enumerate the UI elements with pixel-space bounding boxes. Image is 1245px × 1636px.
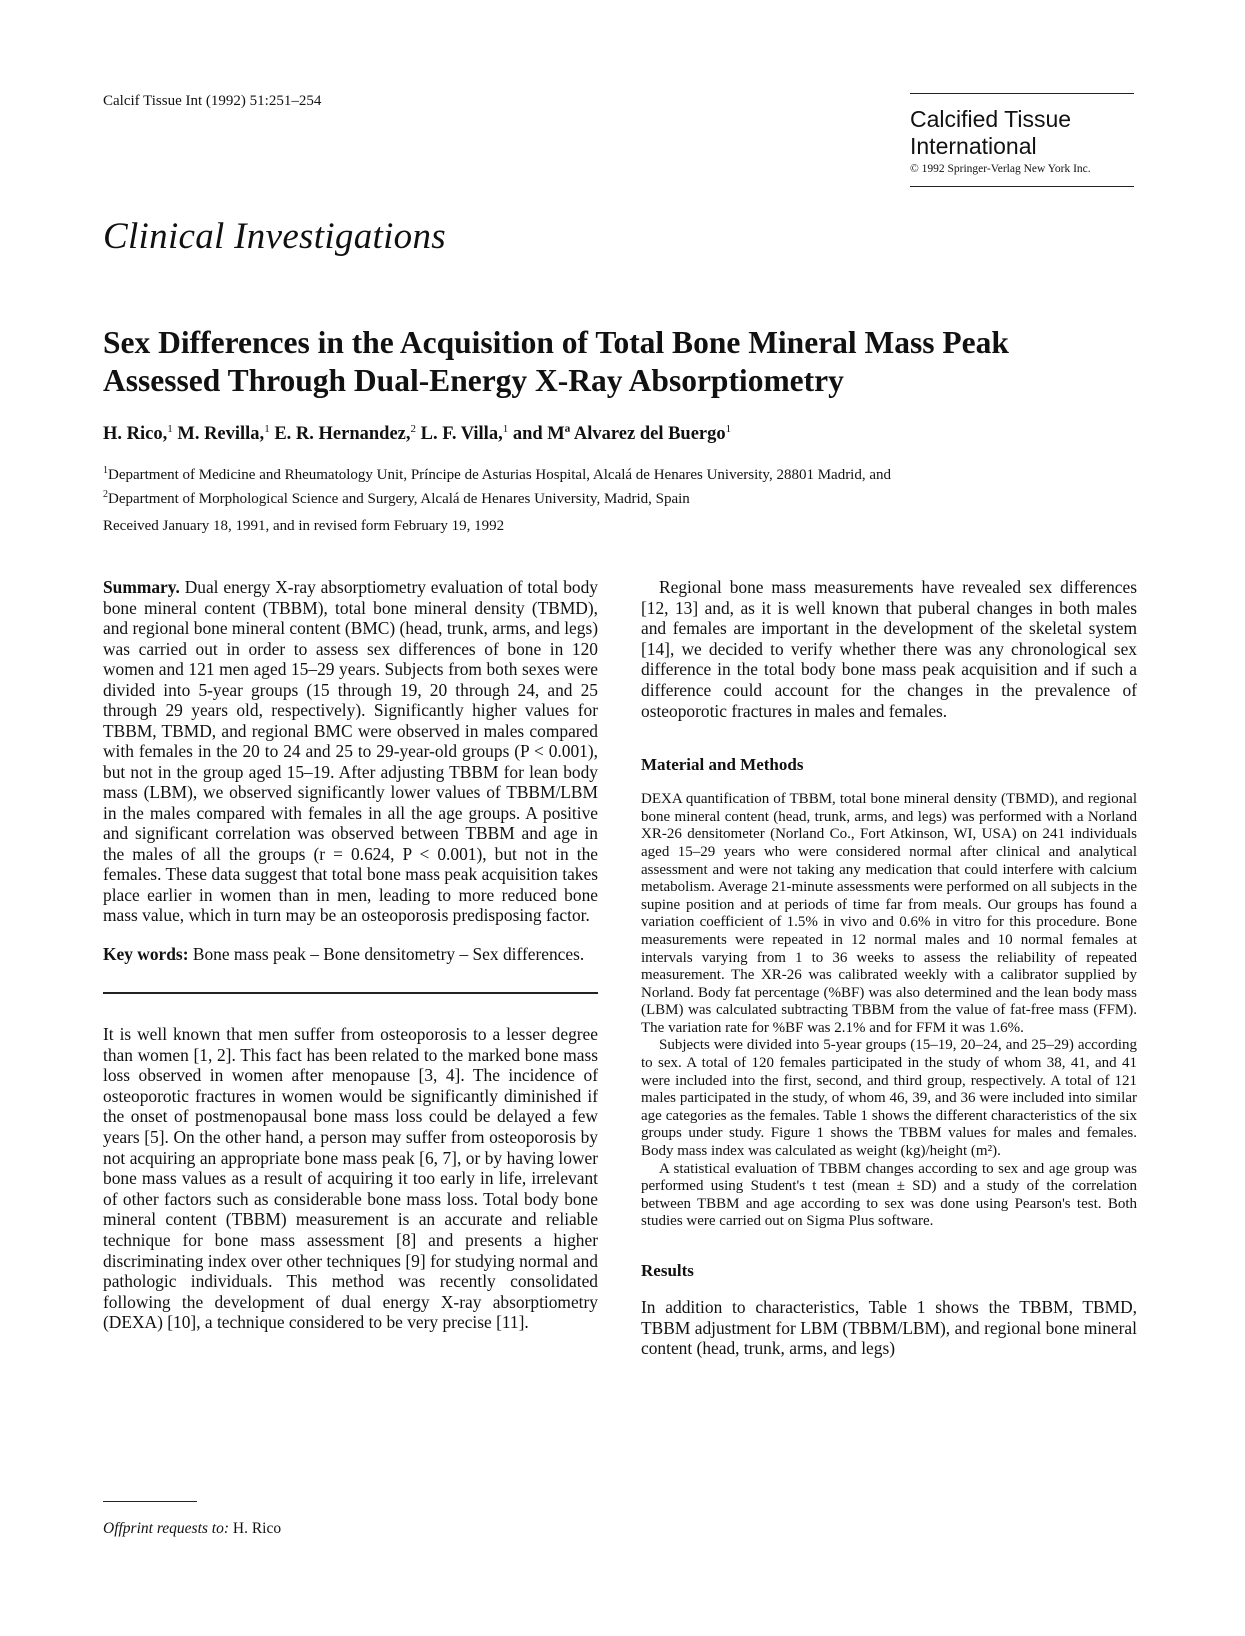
author-1: H. Rico, [103, 424, 168, 445]
author-4: L. F. Villa, [420, 424, 503, 445]
masthead-top-rule [910, 93, 1134, 94]
author-3: E. R. Hernandez, [274, 424, 411, 445]
affil-mark: 1 [725, 423, 732, 435]
title-line-1: Sex Differences in the Acquisition of Total Bone Mineral Mass Peak [103, 325, 1009, 360]
keywords-text: Bone mass peak – Bone densitometry – Sex differences. [192, 943, 585, 964]
right-column [641, 577, 1137, 1359]
section-heading: Clinical Investigations [103, 216, 446, 257]
affil-mark: 1 [103, 465, 108, 476]
journal-name-line1: Calcified Tissue [910, 106, 1072, 132]
intro-continued-paragraph: Regional bone mass measurements have revealed sex differences [12, 13] and, as it is well known that puberal changes in both males and females are important in the development of the skeletal system [14], we decided to verify whether there was any chronological sex difference in the total body bone mass peak acquisition and if such a difference could account for the changes in the prevalence of osteoporotic fractures in males and females. [641, 577, 1137, 721]
abstract-text: Dual energy X-ray absorptiometry evaluation of total body bone mineral content (TBBM), total bone mineral density (TBMD), and regional bone mineral content (BMC) (head, trunk, arms, and legs) was carried out in order to assess sex differences of bone in 120 women and 121 men aged 15–29 years. Subjects from both sexes were divided into 5-year groups (15 through 19, 20 through 24, and 25 through 29 years old, respectively). Significantly higher values for TBBM, TBMD, and regional BMC were observed in males compared with females in the 20 to 24 and 25 to 29-year-old groups (P < 0.001), but not in the group aged 15–19. After adjusting TBBM for lean body mass (LBM), we observed significantly lower values of TBBM/LBM in the males compared with females in all the age groups. A positive and significant correlation was observed between TBBM and age in the males of all the groups (r = 0.624, P < 0.001), but not in the females. These data suggest that total bone mass peak acquisition takes place earlier in women than in men, leading to more reduced bone mass value, which in turn may be an osteoporosis predisposing factor. [103, 577, 599, 925]
affiliation-2-text: Department of Morphological Science and Surgery, Alcalá de Henares University, Madrid, Spain [108, 491, 690, 507]
methods-paragraph-3: A statistical evaluation of TBBM changes according to sex and age group was performed using Student's t test (mean ± SD) and a study of the correlation between TBBM and age according to sex was done using Pearson's test. Both studies were carried out on Sigma Plus software. [641, 1160, 1137, 1230]
journal-masthead [910, 93, 1134, 187]
offprint-footnote [103, 1520, 281, 1538]
left-column [103, 577, 598, 1333]
offprint-label: Offprint requests to: [103, 1520, 230, 1537]
affil-mark: 2 [410, 423, 416, 435]
affiliations [103, 461, 1153, 509]
footnote-rule [103, 1501, 197, 1502]
title-line-2: Assessed Through Dual-Energy X-Ray Absorptiometry [103, 363, 844, 398]
offprint-name: H. Rico [232, 1520, 282, 1537]
methods-paragraph-2: Subjects were divided into 5-year groups (15–19, 20–24, and 25–29) according to sex. A total of 120 females participated in the study of whom 38, 41, and 41 were included into the first, second, and third group, respectively. A total of 121 males participated in the study, of whom 46, 39, and 36 were included into similar age categories as the females. Table 1 shows the different characteristics of the six groups under study. Figure 1 shows the TBBM values for males and females. Body mass index was calculated as weight (kg)/height (m²). [641, 1037, 1137, 1160]
abstract-label: Summary. [103, 577, 180, 597]
abstract-divider [103, 992, 598, 994]
results-heading: Results [641, 1261, 694, 1280]
affil-mark: 1 [167, 423, 173, 435]
masthead-bottom-rule [910, 186, 1134, 187]
affiliation-1-text: Department of Medicine and Rheumatology Unit, Príncipe de Asturias Hospital, Alcalá de Henares University, 28801 Madrid, and [108, 467, 892, 483]
affil-mark: 2 [103, 489, 108, 500]
author-list [103, 423, 731, 445]
results-paragraph-1: In addition to characteristics, Table 1 shows the TBBM, TBMD, TBBM adjustment for LBM (TBBM/LBM), and regional bone mineral content (head, trunk, arms, and legs) [641, 1297, 1137, 1359]
journal-citation: Calcif Tissue Int (1992) 51:251–254 [103, 93, 322, 109]
affiliation-1 [103, 461, 1153, 485]
affiliation-2 [103, 485, 1153, 509]
abstract [103, 577, 598, 926]
methods-heading: Material and Methods [641, 755, 804, 775]
received-date: Received January 18, 1991, and in revised form February 19, 1992 [103, 518, 505, 534]
methods-paragraph-1: DEXA quantification of TBBM, total bone mineral density (TBMD), and regional bone mineral content (head, trunk, arms, and legs) was performed with a Norland XR-26 densitometer (Norland Co., Fort Atkinson, WI, USA) on 241 individuals aged 15–29 years who were considered normal after clinical and analytical assessment and were not taking any medication that could interfere with calcium metabolism. Average 21-minute assessments were performed on all subjects in the supine position and at periods of time far from meals. Our groups has found a variation coefficient of 1.5% in vivo and 0.6% in vitro for this procedure. Bone measurements were repeated in 12 normal males and 10 normal females at intervals varying from 1 to 36 weeks to assess the reliability of repeated measurement. The XR-26 was calibrated weekly with a calibrator supplied by Norland. Body fat percentage (%BF) was also determined and the lean body mass (LBM) was calculated subtracting TBBM from the value of fat-free mass (FFM). The variation rate for %BF was 2.1% and for FFM it was 1.6%. [641, 791, 1137, 1036]
journal-name [910, 106, 1134, 160]
affil-mark: 1 [264, 423, 270, 435]
affil-mark: 1 [502, 423, 509, 435]
copyright-notice: © 1992 Springer-Verlag New York Inc. [910, 163, 1091, 175]
journal-name-line2: International [910, 133, 1037, 159]
keywords-label: Key words: [103, 943, 189, 964]
introduction-paragraph: It is well known that men suffer from osteoporosis to a lesser degree than women [1, 2]. This fact has been related to the marked bone mass loss observed in women after menopause [3, 4]. The incidence of osteoporotic fractures in women would be significantly diminished if the onset of postmenopausal bone mass loss could be delayed a few years [5]. On the other hand, a person may suffer from osteoporosis by not acquiring an appropriate bone mass peak [6, 7], or by having lower bone mass values as a result of acquiring it too early in life, irrelevant of other factors such as considerable bone mass loss. Total body bone mineral content (TBBM) measurement is an accurate and reliable technique for bone mass assessment [8] and presents a higher discriminating index over other techniques [9] for studying normal and pathologic individuals. This method was recently consolidated following the development of dual energy X-ray absorptiometry (DEXA) [10], a technique considered to be very precise [11]. [103, 1024, 598, 1333]
article-title [103, 324, 1143, 400]
author-2: M. Revilla, [177, 424, 265, 445]
keywords [103, 944, 598, 965]
author-5: and Mª Alvarez del Buergo [512, 424, 726, 445]
